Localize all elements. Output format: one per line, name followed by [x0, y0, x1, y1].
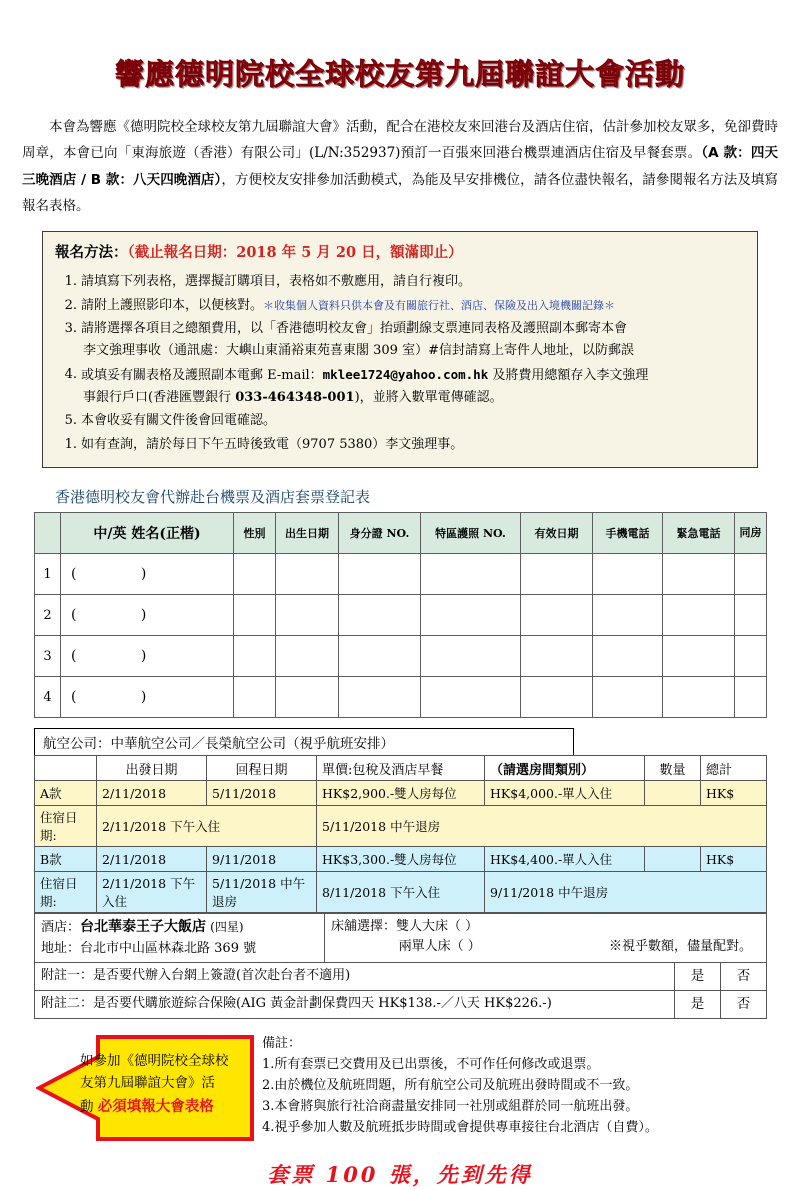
th-index [35, 513, 61, 554]
name-field[interactable]: ( ) [61, 677, 234, 718]
intro-paragraph [22, 114, 778, 219]
plan-a-return: 5/11/2018 [207, 781, 317, 806]
banner [0, 0, 800, 98]
hotel-name-line [41, 917, 318, 939]
plan-b-double-price[interactable]: HK$3,300.-雙人房每位 [317, 847, 485, 872]
intro-plan-options: （A 款：四天三晚酒店 / B 款：八天四晚酒店） [22, 145, 778, 188]
plan-b-row[interactable] [35, 847, 767, 872]
th-name: 中/英 姓名(正楷) [61, 513, 234, 554]
plan-a-checkin: 2/11/2018 下午入住 [97, 806, 317, 847]
gender-field[interactable] [234, 636, 276, 677]
bed-selection-cell[interactable] [325, 914, 767, 963]
th-quantity: 數量 [645, 756, 701, 781]
hotel-address-line [41, 939, 318, 959]
footnote-2-yes[interactable]: 是 [675, 990, 721, 1018]
plan-b-stay-2: 5/11/2018 中午退房 [207, 872, 317, 913]
arrow-line-2: 友第九屆聯誼大會》活 [80, 1074, 215, 1091]
bed-option-twin[interactable]: 兩單人床（ ） [398, 939, 481, 955]
gender-field[interactable] [234, 595, 276, 636]
registration-method-heading [55, 241, 745, 262]
th-depart-date: 出發日期 [97, 756, 207, 781]
method-item-3-number: 3. [64, 320, 77, 336]
hotel-label: 酒店： [41, 920, 81, 936]
id-number-field[interactable] [339, 595, 421, 636]
method-item-6 [64, 434, 745, 456]
th-valid-date: 有效日期 [521, 513, 593, 554]
bed-pairing-note: ※視乎數額，儘量配對。 [609, 939, 753, 955]
hotel-address-label: 地址： [41, 940, 81, 956]
valid-date-field[interactable] [521, 554, 593, 595]
remark-item: 3.本會將與旅行社洽商盡量安排同一社別或組群於同一航班出發。 [262, 1098, 639, 1114]
registration-table [34, 512, 767, 718]
plan-b-depart: 2/11/2018 [97, 847, 207, 872]
registration-method-box [42, 231, 758, 468]
plan-a-single-price[interactable]: HK$4,000.-單人入住 [485, 781, 645, 806]
arrow-line-1: 如參加《德明院校全球校 [80, 1052, 229, 1069]
registration-table-title: 香港德明校友會代辦赴台機票及酒店套票登記表 [55, 488, 371, 507]
method-item-5 [64, 410, 745, 432]
valid-date-field[interactable] [521, 636, 593, 677]
method-item-4-text-after: 及將費用總額存入李文強理 [488, 367, 649, 383]
method-item-6-text: 如有查詢，請於每日下午五時後致電（9707 5380）李文強理事。 [81, 436, 464, 452]
plan-a-label: A款 [35, 781, 97, 806]
slogan-text: 套票 100 張，先到先得 [267, 1161, 533, 1187]
gender-field[interactable] [234, 554, 276, 595]
valid-date-field[interactable] [521, 595, 593, 636]
remark-item: 1.所有套票已交費用及已出票後，不可作任何修改或退票。 [262, 1056, 600, 1072]
row-index: 4 [35, 677, 61, 718]
footnote-1-text: 附註一：是否要代辦入台網上簽證(首次赴台者不適用) [35, 962, 675, 990]
footer-section [0, 1033, 800, 1153]
intro-line-2: 估計參加校友眾多，免卻費時周章，本會已向「東海旅遊（香港）有限公司」(L/N:352937)預訂一 [22, 119, 778, 162]
row-index: 1 [35, 554, 61, 595]
method-item-2 [64, 295, 745, 317]
plan-a-stay-row [35, 806, 767, 847]
method-item-1-number: 1. [64, 274, 77, 290]
plan-b-quantity[interactable] [645, 847, 701, 872]
bank-prefix: 事銀行戶口(香港匯豐銀行 [83, 390, 236, 406]
footnote-1-row[interactable] [35, 962, 767, 990]
registration-table-header-row [35, 513, 767, 554]
price-section [34, 728, 766, 1019]
hotel-star-rating: (四星) [210, 920, 244, 935]
plan-a-checkout: 5/11/2018 中午退房 [317, 806, 767, 847]
bed-option-twin-line[interactable] [331, 937, 760, 957]
th-return-date: 回程日期 [207, 756, 317, 781]
contact-email[interactable]: mklee1724@yahoo.com.hk [322, 366, 489, 382]
th-room-type-prompt: （請選房間類別） [485, 756, 645, 781]
passport-number-field[interactable] [421, 636, 521, 677]
method-item-3 [64, 318, 745, 363]
plan-b-total[interactable]: HK$ [701, 847, 767, 872]
footnote-2-no[interactable]: 否 [721, 990, 767, 1018]
method-item-5-text: 本會收妥有關文件後會回電確認。 [81, 413, 277, 429]
id-number-field[interactable] [339, 554, 421, 595]
hotel-name: 台北華泰王子大飯店 [80, 919, 207, 936]
method-item-2-number: 2. [64, 297, 77, 313]
method-item-4-number: 4. [64, 366, 77, 382]
th-plan [35, 756, 97, 781]
th-roommate: 同房 [735, 513, 767, 554]
table-row[interactable] [35, 677, 767, 718]
birthdate-field[interactable] [276, 554, 339, 595]
arrow-callout [36, 1035, 254, 1141]
plan-b-stay-label: 住宿日期: [35, 872, 97, 913]
intro-line-3a: 百張來回港台機票連酒店住宿及早餐套票。 [441, 145, 702, 162]
valid-date-field[interactable] [521, 677, 593, 718]
footnote-2-text: 附註二：是否要代購旅遊綜合保險(AIG 黃金計劃保費四天 HK$138.-／八天 HK$226.-) [35, 990, 675, 1018]
table-row[interactable] [35, 636, 767, 677]
method-item-2-privacy-note: ＊收集個人資料只供本會及有關旅行社、酒店、保險及出入境機關記錄＊ [263, 298, 616, 312]
arrow-callout-text [80, 1051, 248, 1119]
method-item-6-number: 1. [64, 436, 77, 452]
th-mobile-phone: 手機電話 [593, 513, 663, 554]
arrow-line-3-plain: 動 [80, 1098, 98, 1115]
method-item-2-text: 請附上護照影印本，以便核對。 [81, 297, 264, 313]
hotel-address-value: 台北市中山區林森北路 369 號 [80, 940, 257, 956]
emergency-phone-field[interactable] [663, 595, 735, 636]
mobile-phone-field[interactable] [593, 595, 663, 636]
passport-number-field[interactable] [421, 677, 521, 718]
remarks-title: 備註： [262, 1035, 302, 1051]
th-id-number: 身分證 NO. [339, 513, 421, 554]
row-index: 2 [35, 595, 61, 636]
row-index: 3 [35, 636, 61, 677]
hotel-table [34, 913, 767, 1019]
mobile-phone-field[interactable] [593, 554, 663, 595]
hotel-info-row [35, 914, 767, 963]
method-item-3-text: 請將選擇各項目之總額費用，以「香港德明校友會」抬頭劃線支票連同表格及護照副本郵寄本會 [81, 320, 628, 336]
page-title: 響應德明院校全球校友第九屆聯誼大會活動 [114, 57, 685, 91]
footnote-2-row[interactable] [35, 990, 767, 1018]
plan-b-stay-1: 2/11/2018 下午入住 [97, 872, 207, 913]
plan-b-stay-row [35, 872, 767, 913]
method-item-4-text-before: 或填妥有關表格及護照副本電郵 E-mail： [81, 367, 323, 383]
mobile-phone-field[interactable] [593, 677, 663, 718]
emergency-phone-field[interactable] [663, 554, 735, 595]
remark-item: 2.由於機位及航班問題，所有航空公司及航班出發時間或不一致。 [262, 1077, 639, 1093]
plan-a-total[interactable]: HK$ [701, 781, 767, 806]
emergency-phone-field[interactable] [663, 636, 735, 677]
intro-line-3c: ，方便 [221, 171, 263, 188]
intro-line-4: 校友安排參加活動模式，為能及早安排機位，請各位盡快報名，請參閱報名方法及填寫報名表格。 [22, 171, 779, 214]
name-field[interactable]: ( ) [61, 595, 234, 636]
plan-a-stay-label: 住宿日期: [35, 806, 97, 847]
roommate-field[interactable] [735, 636, 767, 677]
footnote-1-yes[interactable]: 是 [675, 962, 721, 990]
arrow-line-3-highlight: 必須填報大會表格 [97, 1097, 214, 1115]
method-item-4-subtext [81, 387, 745, 409]
passport-number-field[interactable] [421, 595, 521, 636]
birthdate-field[interactable] [276, 636, 339, 677]
gender-field[interactable] [234, 677, 276, 718]
roommate-field[interactable] [735, 677, 767, 718]
bank-suffix: )，並將入數單電傳確認。 [354, 390, 503, 406]
plan-a-double-price[interactable]: HK$2,900.-雙人房每位 [317, 781, 485, 806]
remark-item: 4.視乎參加人數及航班抵步時間或會提供專車接往台北酒店（自費）。 [262, 1119, 658, 1135]
table-row[interactable] [35, 595, 767, 636]
plan-a-row[interactable] [35, 781, 767, 806]
hotel-info-cell [35, 914, 325, 963]
emergency-phone-field[interactable] [663, 677, 735, 718]
plan-b-stay-4: 9/11/2018 中午退房 [485, 872, 767, 913]
footnote-1-no[interactable]: 否 [721, 962, 767, 990]
roommate-field[interactable] [735, 595, 767, 636]
passport-number-field[interactable] [421, 554, 521, 595]
method-item-1-text: 請填寫下列表格，選擇擬訂購項目，表格如不敷應用，請自行複印。 [81, 274, 472, 290]
registration-method-list [55, 271, 745, 456]
name-field[interactable]: ( ) [61, 636, 234, 677]
plan-b-return: 9/11/2018 [207, 847, 317, 872]
registration-method-heading-label: 報名方法： [55, 244, 128, 262]
th-passport-number: 特區護照 NO. [421, 513, 521, 554]
method-item-4 [64, 364, 745, 410]
method-item-1 [64, 271, 745, 293]
th-total: 總計 [701, 756, 767, 781]
th-gender: 性別 [234, 513, 276, 554]
bank-account-number: 033-464348-001 [235, 390, 355, 406]
registration-deadline: （截止報名日期：2018 年 5 月 20 日，額滿即止） [127, 244, 463, 262]
airline-row: 航空公司：中華航空公司／長榮航空公司（視乎航班安排） [34, 728, 574, 755]
th-unit-price: 單價:包稅及酒店早餐 [317, 756, 485, 781]
roommate-field[interactable] [735, 554, 767, 595]
price-table [34, 755, 767, 913]
remarks-block [262, 1033, 782, 1138]
table-row[interactable] [35, 554, 767, 595]
plan-b-label: B款 [35, 847, 97, 872]
intro-line-1: 本會為響應《德明院校全球校友第九屆聯誼大會》活動，配合在港校友來回港台及酒店住宿， [49, 119, 603, 135]
birthdate-field[interactable] [276, 595, 339, 636]
plan-b-single-price[interactable]: HK$4,400.-單人入住 [485, 847, 645, 872]
birthdate-field[interactable] [276, 677, 339, 718]
name-field[interactable]: ( ) [61, 554, 234, 595]
th-emergency-phone: 緊急電話 [663, 513, 735, 554]
th-birthdate: 出生日期 [276, 513, 339, 554]
arrow-line-3 [80, 1095, 248, 1119]
plan-a-depart: 2/11/2018 [97, 781, 207, 806]
price-header-row [35, 756, 767, 781]
mobile-phone-field[interactable] [593, 636, 663, 677]
method-item-3-subtext: 李文強理事收（通訊處：大嶼山東涌裕東苑喜東閣 309 室）#信封請寫上寄件人地址，以防郵誤 [83, 343, 634, 359]
id-number-field[interactable] [339, 636, 421, 677]
plan-a-quantity[interactable] [645, 781, 701, 806]
bed-option-double[interactable]: 床舖選擇：雙人大床（ ） [331, 919, 479, 935]
method-item-5-number: 5. [64, 413, 77, 429]
plan-b-stay-3: 8/11/2018 下午入住 [317, 872, 485, 913]
id-number-field[interactable] [339, 677, 421, 718]
